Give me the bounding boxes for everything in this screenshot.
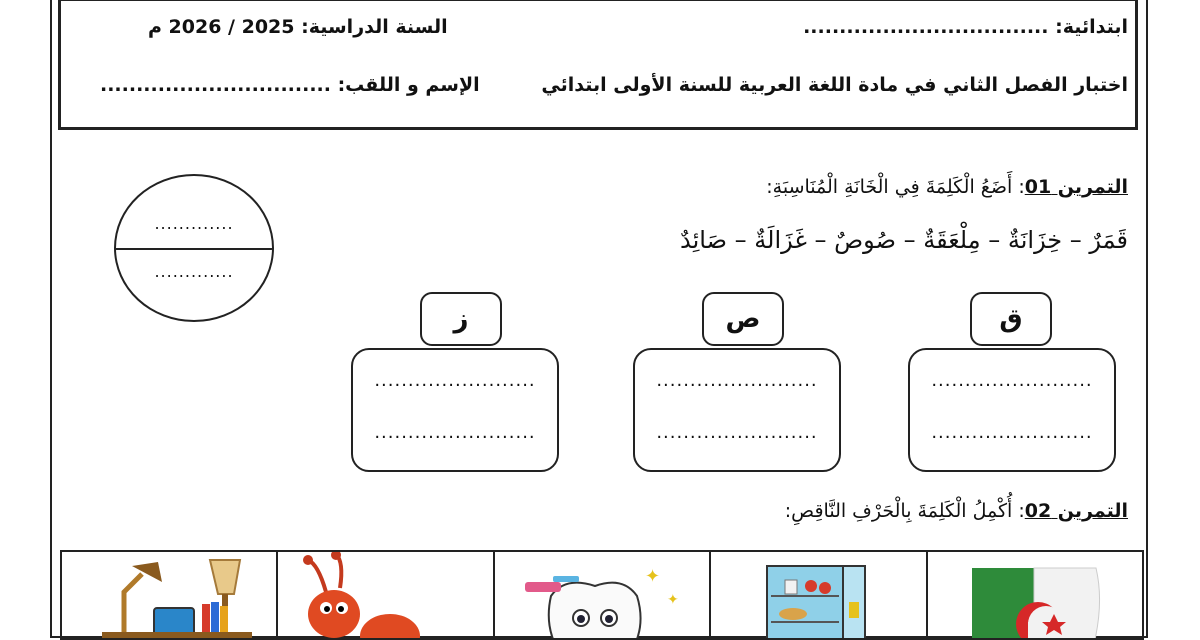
exercise1-instruction: : أَضَعُ الْكَلِمَةَ فِي الْخَانَةِ الْمُنَاسِبَةِ: [766, 176, 1025, 198]
exercise1-heading [766, 176, 1128, 198]
letter-tab-sad: ص [702, 292, 784, 346]
picture-cell-refrigerator [709, 552, 925, 638]
grade-circle-divider [116, 248, 272, 250]
answer-line: ........................ [374, 370, 536, 391]
svg-text:✦: ✦ [666, 592, 679, 608]
grade-circle [114, 174, 274, 322]
answer-box-sad[interactable] [633, 348, 841, 472]
answer-line: ........................ [931, 422, 1093, 443]
picture-cell-ant [276, 552, 492, 638]
tooth-icon [495, 552, 709, 638]
letter-tab-qaf: ق [970, 292, 1052, 346]
answer-line: ........................ [931, 370, 1093, 391]
ant-icon [278, 552, 492, 638]
refrigerator-icon [711, 552, 925, 638]
letter-tab-zay: ز [420, 292, 502, 346]
answer-line: ........................ [656, 370, 818, 391]
answer-box-qaf[interactable] [908, 348, 1116, 472]
picture-cell-tooth [493, 552, 709, 638]
picture-cell-flag [926, 552, 1142, 638]
exercise1-word-list: قَمَرٌ – خِزَانَةٌ – مِلْعَقَةٌ – صُوصٌ – غَزَالَةٌ – صَائِدٌ [680, 226, 1128, 254]
exercise2-instruction: : أُكْمِلُ الْكَلِمَةَ بِالْحَرْفِ النَّاقِصِ: [784, 500, 1025, 522]
exercise1-label: التمرين 01 [1024, 176, 1128, 198]
grade-bottom-dots: ............. [154, 262, 234, 281]
exercise2-label: التمرين 02 [1024, 500, 1128, 522]
answer-line: ........................ [374, 422, 536, 443]
answer-box-zay[interactable] [351, 348, 559, 472]
answer-line: ........................ [656, 422, 818, 443]
picture-cell-desk-lamp [62, 552, 276, 638]
algeria-flag-icon [928, 552, 1142, 638]
student-name-field: الإسم و اللقب: ................................ [100, 74, 480, 96]
school-year: السنة الدراسية: 2025 / 2026 م [148, 16, 448, 38]
svg-text:✦: ✦ [644, 566, 660, 587]
school-field: ابتدائية: .................................. [803, 16, 1128, 38]
exam-title: اختبار الفصل الثاني في مادة اللغة العربية للسنة الأولى ابتدائي [541, 74, 1128, 96]
exercise2-heading [785, 500, 1128, 522]
picture-grid [60, 550, 1144, 640]
grade-top-dots: ............. [154, 214, 234, 233]
desk-lamp-icon [62, 552, 276, 638]
